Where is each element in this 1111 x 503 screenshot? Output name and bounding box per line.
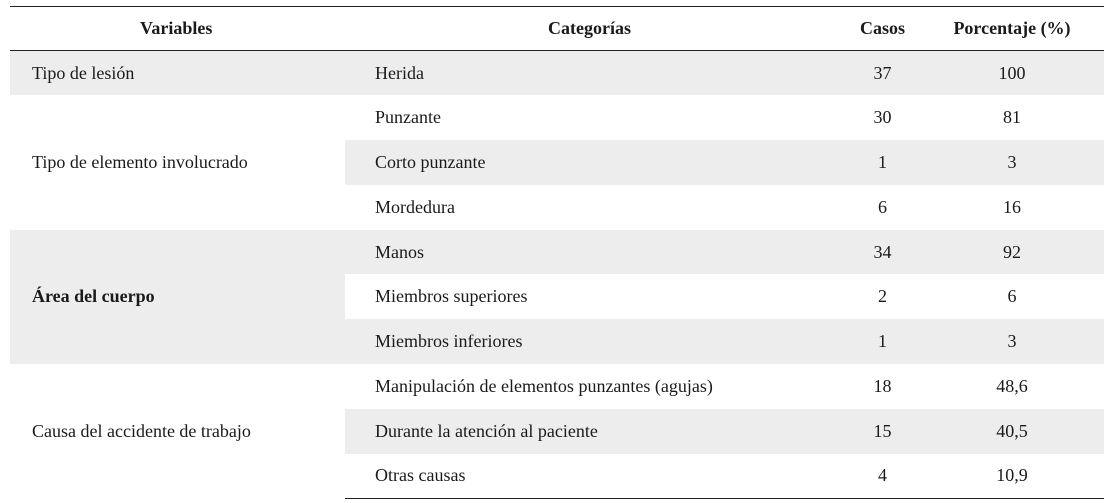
porcentaje-cell: 92 [920, 230, 1104, 275]
casos-cell: 15 [845, 409, 920, 454]
casos-cell: 1 [845, 140, 920, 185]
header-porcentaje: Porcentaje (%) [920, 7, 1104, 51]
porcentaje-cell: 3 [920, 319, 1104, 364]
porcentaje-cell: 40,5 [920, 409, 1104, 454]
header-variables: Variables [10, 7, 345, 51]
categoria-cell: Manos [345, 230, 845, 275]
casos-cell: 4 [845, 454, 920, 499]
header-row [10, 7, 1104, 51]
casos-cell: 34 [845, 230, 920, 275]
porcentaje-cell: 16 [1003, 196, 1021, 217]
categoria-cell: Miembros superiores [375, 286, 528, 307]
casos-cell: 2 [878, 286, 887, 307]
categoria-cell: Miembros inferiores [345, 319, 845, 364]
table-row [10, 51, 1104, 96]
categoria-cell: Otras causas [345, 454, 845, 499]
variable-cell: Tipo de lesión [10, 51, 345, 96]
porcentaje-cell: 48,6 [996, 375, 1028, 396]
casos-cell: 18 [873, 375, 892, 396]
table-row [10, 95, 1104, 140]
porcentaje-cell: 10,9 [920, 454, 1104, 499]
variable-cell: Tipo de elemento involucrado [32, 151, 248, 172]
table-row [10, 364, 1104, 409]
results-table [10, 6, 1104, 499]
porcentaje-cell: 6 [1007, 286, 1017, 307]
casos-cell: 30 [873, 107, 892, 128]
casos-cell: 37 [845, 51, 920, 96]
categoria-cell: Punzante [375, 107, 441, 128]
porcentaje-cell: 3 [920, 140, 1104, 185]
table-row [10, 230, 1104, 275]
categoria-cell: Manipulación de elementos punzantes (agujas) [375, 375, 713, 396]
categoria-cell: Corto punzante [345, 140, 845, 185]
casos-cell: 1 [845, 319, 920, 364]
variable-cell: Causa del accidente de trabajo [32, 420, 251, 441]
header-casos: Casos [845, 7, 920, 51]
header-categorias: Categorías [345, 7, 845, 51]
casos-cell: 6 [878, 196, 887, 217]
variable-cell: Área del cuerpo [10, 230, 345, 364]
porcentaje-cell: 81 [1003, 107, 1021, 128]
porcentaje-cell: 100 [920, 51, 1104, 96]
results-table-container [10, 6, 1104, 499]
categoria-cell: Durante la atención al paciente [345, 409, 845, 454]
categoria-cell: Mordedura [375, 196, 455, 217]
categoria-cell: Herida [345, 51, 845, 96]
